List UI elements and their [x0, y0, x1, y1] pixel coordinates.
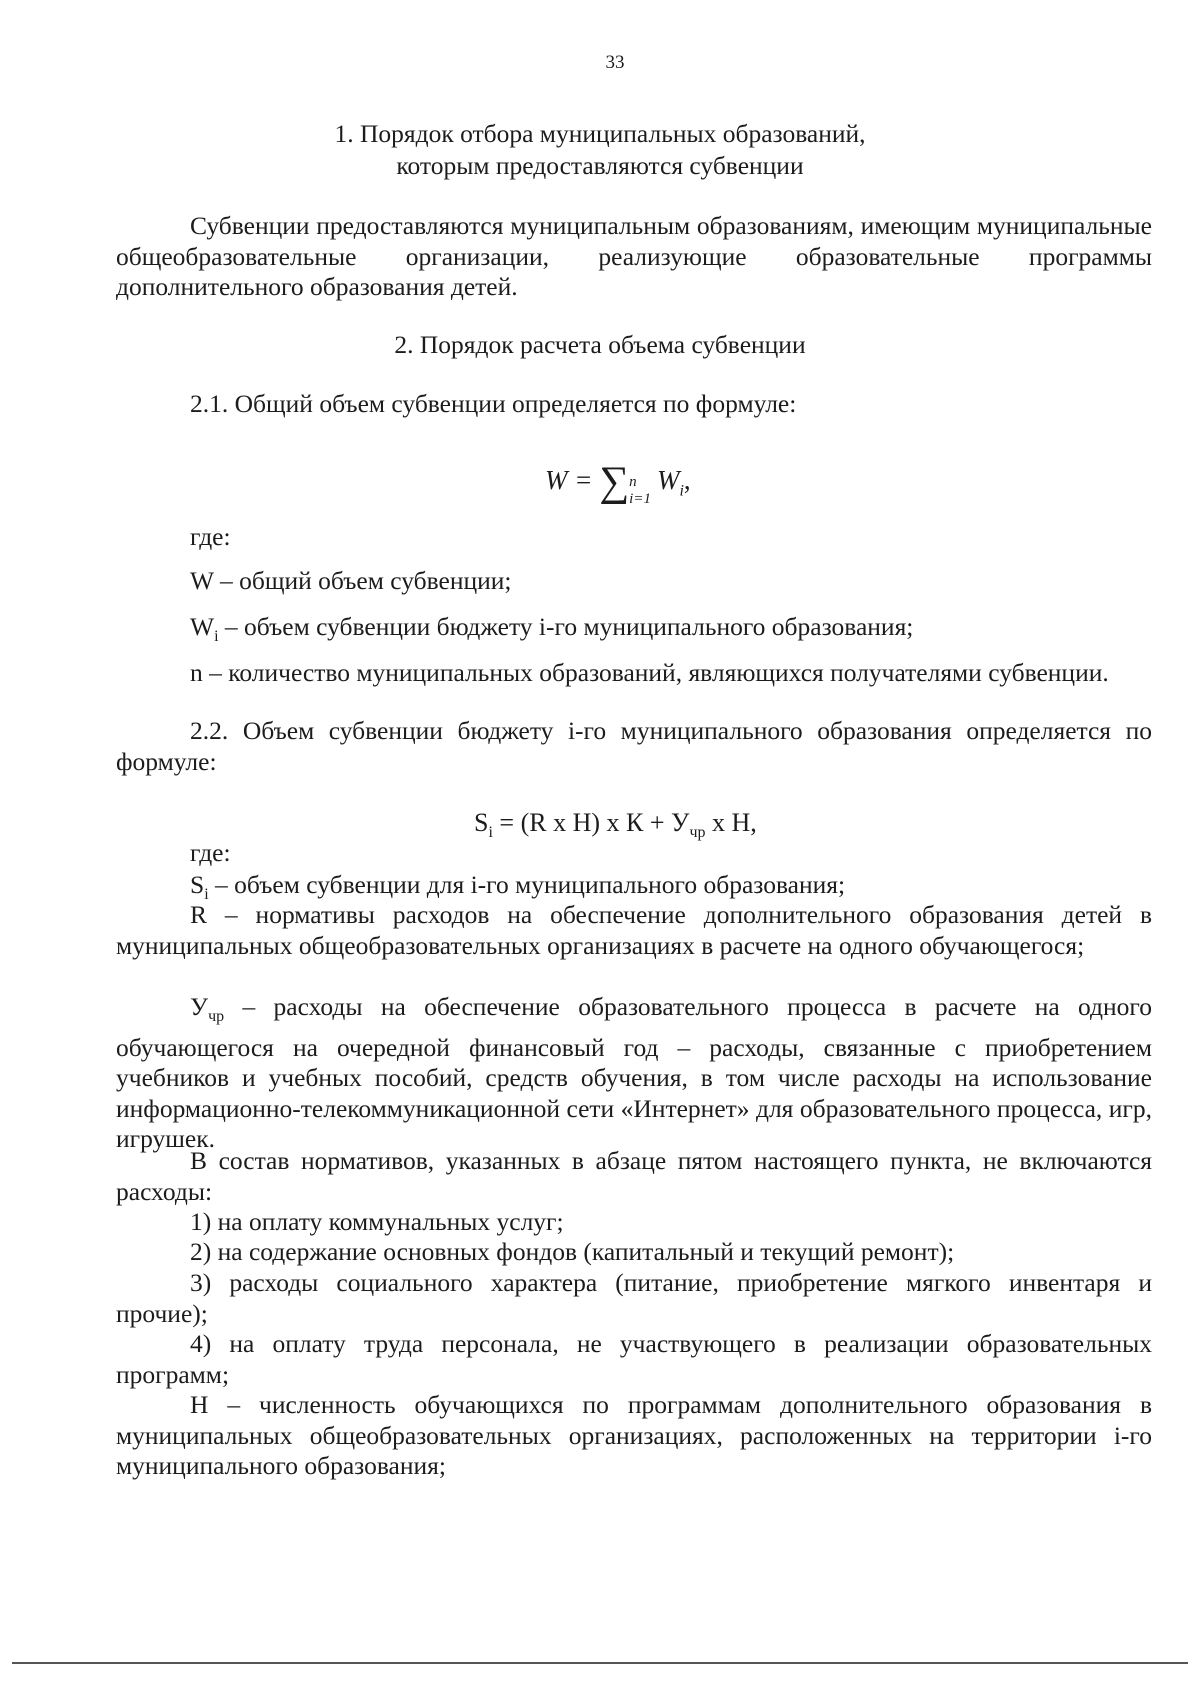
exclusion-item-3-text: 3) расходы социального характера (питание, приобретение мягкого инвентаря и прочие); — [116, 1268, 1152, 1328]
def-si-symbol: S — [190, 870, 205, 899]
def-si-sub: i — [204, 886, 209, 904]
formula1-lhs: W = — [545, 465, 593, 495]
def-w: W – общий объем субвенции; — [190, 566, 512, 595]
section1-paragraph — [116, 211, 1152, 303]
where-label-2: где: — [190, 838, 231, 867]
exclusion-item-4-text: 4) на оплату труда персонала, не участвующего в реализации образовательных программ; — [116, 1329, 1152, 1389]
exclusion-item-3 — [116, 1268, 1152, 1329]
formula2-s-sub: i — [488, 824, 493, 842]
exclusions-intro-text: В состав нормативов, указанных в абзаце пятом настоящего пункта, не включаются расходы: — [116, 1146, 1152, 1206]
formula1-trail: , — [683, 465, 691, 495]
sum-lower-limit: i=1 — [629, 491, 651, 507]
section1-paragraph-text: Субвенции предоставляются муниципальным образованиям, имеющим муниципальные общеобразовательные организации, реализующие образовательные программы дополнительного образования детей. — [116, 211, 1152, 301]
formula2-s: S — [474, 808, 489, 837]
summation-limits — [629, 474, 651, 508]
exclusion-item-1: 1) на оплату коммунальных услуг; — [190, 1207, 564, 1236]
formula1-term-sub: i — [679, 482, 684, 500]
sum-formula — [545, 458, 691, 508]
def-n-text: n – количество муниципальных образований, являющихся получателями субвенции. — [190, 658, 1109, 687]
def-u-sub: чр — [208, 1008, 225, 1026]
subvention-formula — [474, 808, 757, 842]
def-h-text: Н – численность обучающихся по программам дополнительного образования в муниципальных общеобразовательных организациях, расположенных на территории i-го муниципального образования; — [116, 1390, 1152, 1480]
formula2-mid: = (R х Н) х К + У — [492, 808, 690, 837]
p22-intro — [116, 716, 1152, 777]
def-u — [116, 992, 1152, 1155]
def-wi-sub: i — [214, 628, 219, 646]
def-wi — [190, 612, 913, 652]
exclusions-intro — [116, 1146, 1152, 1207]
page-number: 33 — [605, 52, 625, 73]
def-n — [116, 658, 1152, 689]
p22-intro-text: 2.2. Объем субвенции бюджету i-го муниципального образования определяется по формуле: — [116, 716, 1152, 776]
def-h — [116, 1390, 1152, 1482]
def-si-text: – объем субвенции для i-го муниципального образования; — [208, 870, 846, 899]
section2-title: 2. Порядок расчета объема субвенции — [394, 330, 806, 359]
exclusion-item-2: 2) на содержание основных фондов (капитальный и текущий ремонт); — [190, 1237, 955, 1266]
def-u-symbol: У — [190, 992, 209, 1021]
footer-divider — [12, 1662, 1188, 1664]
def-wi-text: – объем субвенции бюджету i-го муниципального образования; — [218, 612, 914, 641]
p21-intro: 2.1. Общий объем субвенции определяется по формуле: — [190, 389, 797, 418]
def-r — [116, 900, 1152, 961]
where-label-1: где: — [190, 522, 231, 551]
section1-title-line2: которым предоставляются субвенции — [396, 151, 804, 180]
exclusion-item-4 — [116, 1329, 1152, 1390]
def-r-text: R – нормативы расходов на обеспечение дополнительного образования детей в муниципальных общеобразовательных организациях в расчете на одного обучающегося; — [116, 900, 1152, 960]
formula2-end: х Н, — [705, 808, 757, 837]
formula2-u-sub: чр — [689, 824, 706, 842]
def-wi-symbol: W — [190, 612, 215, 641]
section1-title-line1: 1. Порядок отбора муниципальных образований, — [334, 119, 866, 148]
sum-upper-limit: n — [629, 474, 637, 490]
formula1-term: W — [656, 465, 680, 495]
def-u-text: – расходы на обеспечение образовательного процесса в расчете на одного обучающегося на очередной финансовый год – расходы, связанные с приобретением учебников и учебных пособий, средств обучения, в том числе расходы на использование информационно-телекоммуникационной сети «Интернет» для образовательного процесса, игр, игрушек. — [116, 992, 1152, 1154]
summation-sign: ∑ — [599, 459, 630, 505]
